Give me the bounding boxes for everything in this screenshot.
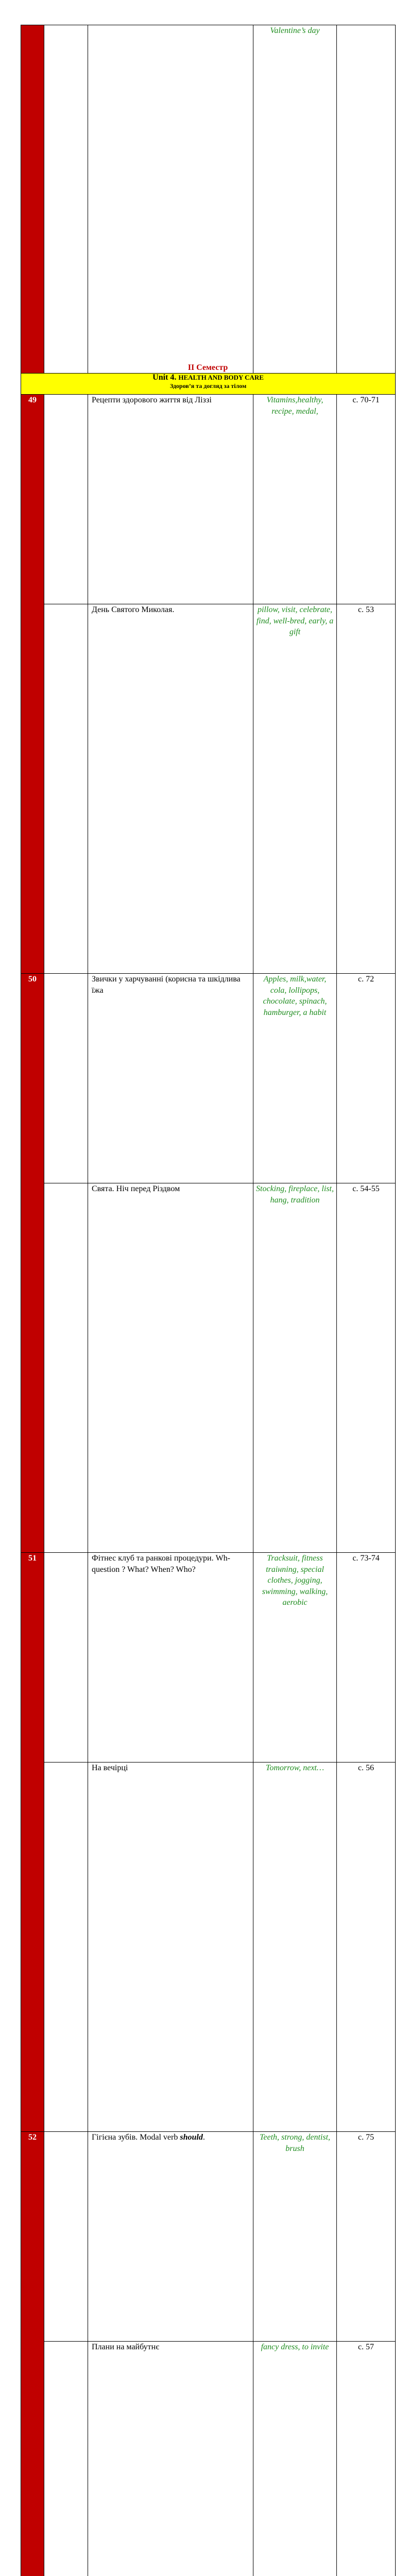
- textbook-page: с. 75: [337, 2132, 396, 2576]
- lesson-vocabulary: Apples, milk,water, cola, lollipops, chocolate, spinach, hamburger, a habit: [253, 974, 337, 1553]
- lesson-topic: Звички у харчуванні (корисна та шкідлива їжа: [88, 974, 253, 1553]
- textbook-page: с. 70-71: [337, 395, 396, 974]
- lesson-topic: [88, 2132, 253, 2576]
- lesson-number: 52: [21, 2132, 44, 2576]
- unit-subtitle: Здоров’я та догляд за тілом: [21, 382, 395, 390]
- textbook-page: с. 54-55: [337, 1183, 396, 1762]
- unit-title: HEALTH AND BODY CARE: [178, 374, 264, 381]
- unit-header-row: [21, 374, 396, 395]
- textbook-page: с. 56: [337, 1762, 396, 2342]
- textbook-page: с. 57: [337, 2342, 396, 2576]
- empty-cell: [44, 395, 88, 974]
- document-page: [0, 0, 409, 579]
- lesson-topic: Плани на майбутнє: [88, 2342, 253, 2576]
- table-row: [21, 2132, 396, 2576]
- lesson-vocabulary: Teeth, strong, dentist, brush: [253, 2132, 337, 2576]
- lesson-vocabulary: Valentine’s day: [253, 25, 337, 604]
- lesson-number: 49: [21, 395, 44, 974]
- table-row: [21, 974, 396, 1553]
- lesson-topic: День Святого Миколая.: [88, 604, 253, 1183]
- lesson-vocabulary: fancy dress, to invite: [253, 2342, 337, 2576]
- modal-verb: should: [180, 2133, 202, 2142]
- lesson-vocabulary: pillow, visit, celebrate, find, well-bred, early, a gift: [253, 604, 337, 1183]
- empty-cell: [44, 974, 88, 1553]
- empty-cell: [44, 2132, 88, 2576]
- topic-text: Гігієна зубів. Modal verb: [92, 2133, 180, 2142]
- empty-cell: [44, 1553, 88, 2132]
- lesson-plan-table-semester-2: [21, 373, 396, 2576]
- textbook-page: с. 72: [337, 974, 396, 1553]
- lesson-vocabulary: Tomorrow, next…: [253, 1762, 337, 2342]
- table-row: [21, 1553, 396, 2132]
- semester-heading: ІІ Семестр: [21, 363, 395, 373]
- textbook-page: с. 73-74: [337, 1553, 396, 2132]
- lesson-vocabulary: Stocking, fireplace, list, hang, tradition: [253, 1183, 337, 1762]
- textbook-page: с. 53: [337, 604, 396, 1183]
- lesson-number: 51: [21, 1553, 44, 2132]
- table-row: [21, 395, 396, 974]
- unit-header: [21, 374, 396, 395]
- lesson-topic: Свята. Ніч перед Різдвом: [88, 1183, 253, 1762]
- lesson-vocabulary: Tracksuit, fitness traінning, special clothes, jogging, swimming, walking, aerobic: [253, 1553, 337, 2132]
- unit-label: Unit 4.: [152, 373, 176, 382]
- lesson-topic: Рецепти здорового життя від Ліззі: [88, 395, 253, 974]
- lesson-topic: Фітнес клуб та ранкові процедури. Wh-question ? What? When? Who?: [88, 1553, 253, 2132]
- lesson-vocabulary: Vitamins,healthy, recipe, medal,: [253, 395, 337, 974]
- lesson-number: 50: [21, 974, 44, 1553]
- lesson-topic: На вечірці: [88, 1762, 253, 2342]
- unit-title-line: [21, 374, 395, 382]
- topic-text-end: .: [203, 2133, 205, 2142]
